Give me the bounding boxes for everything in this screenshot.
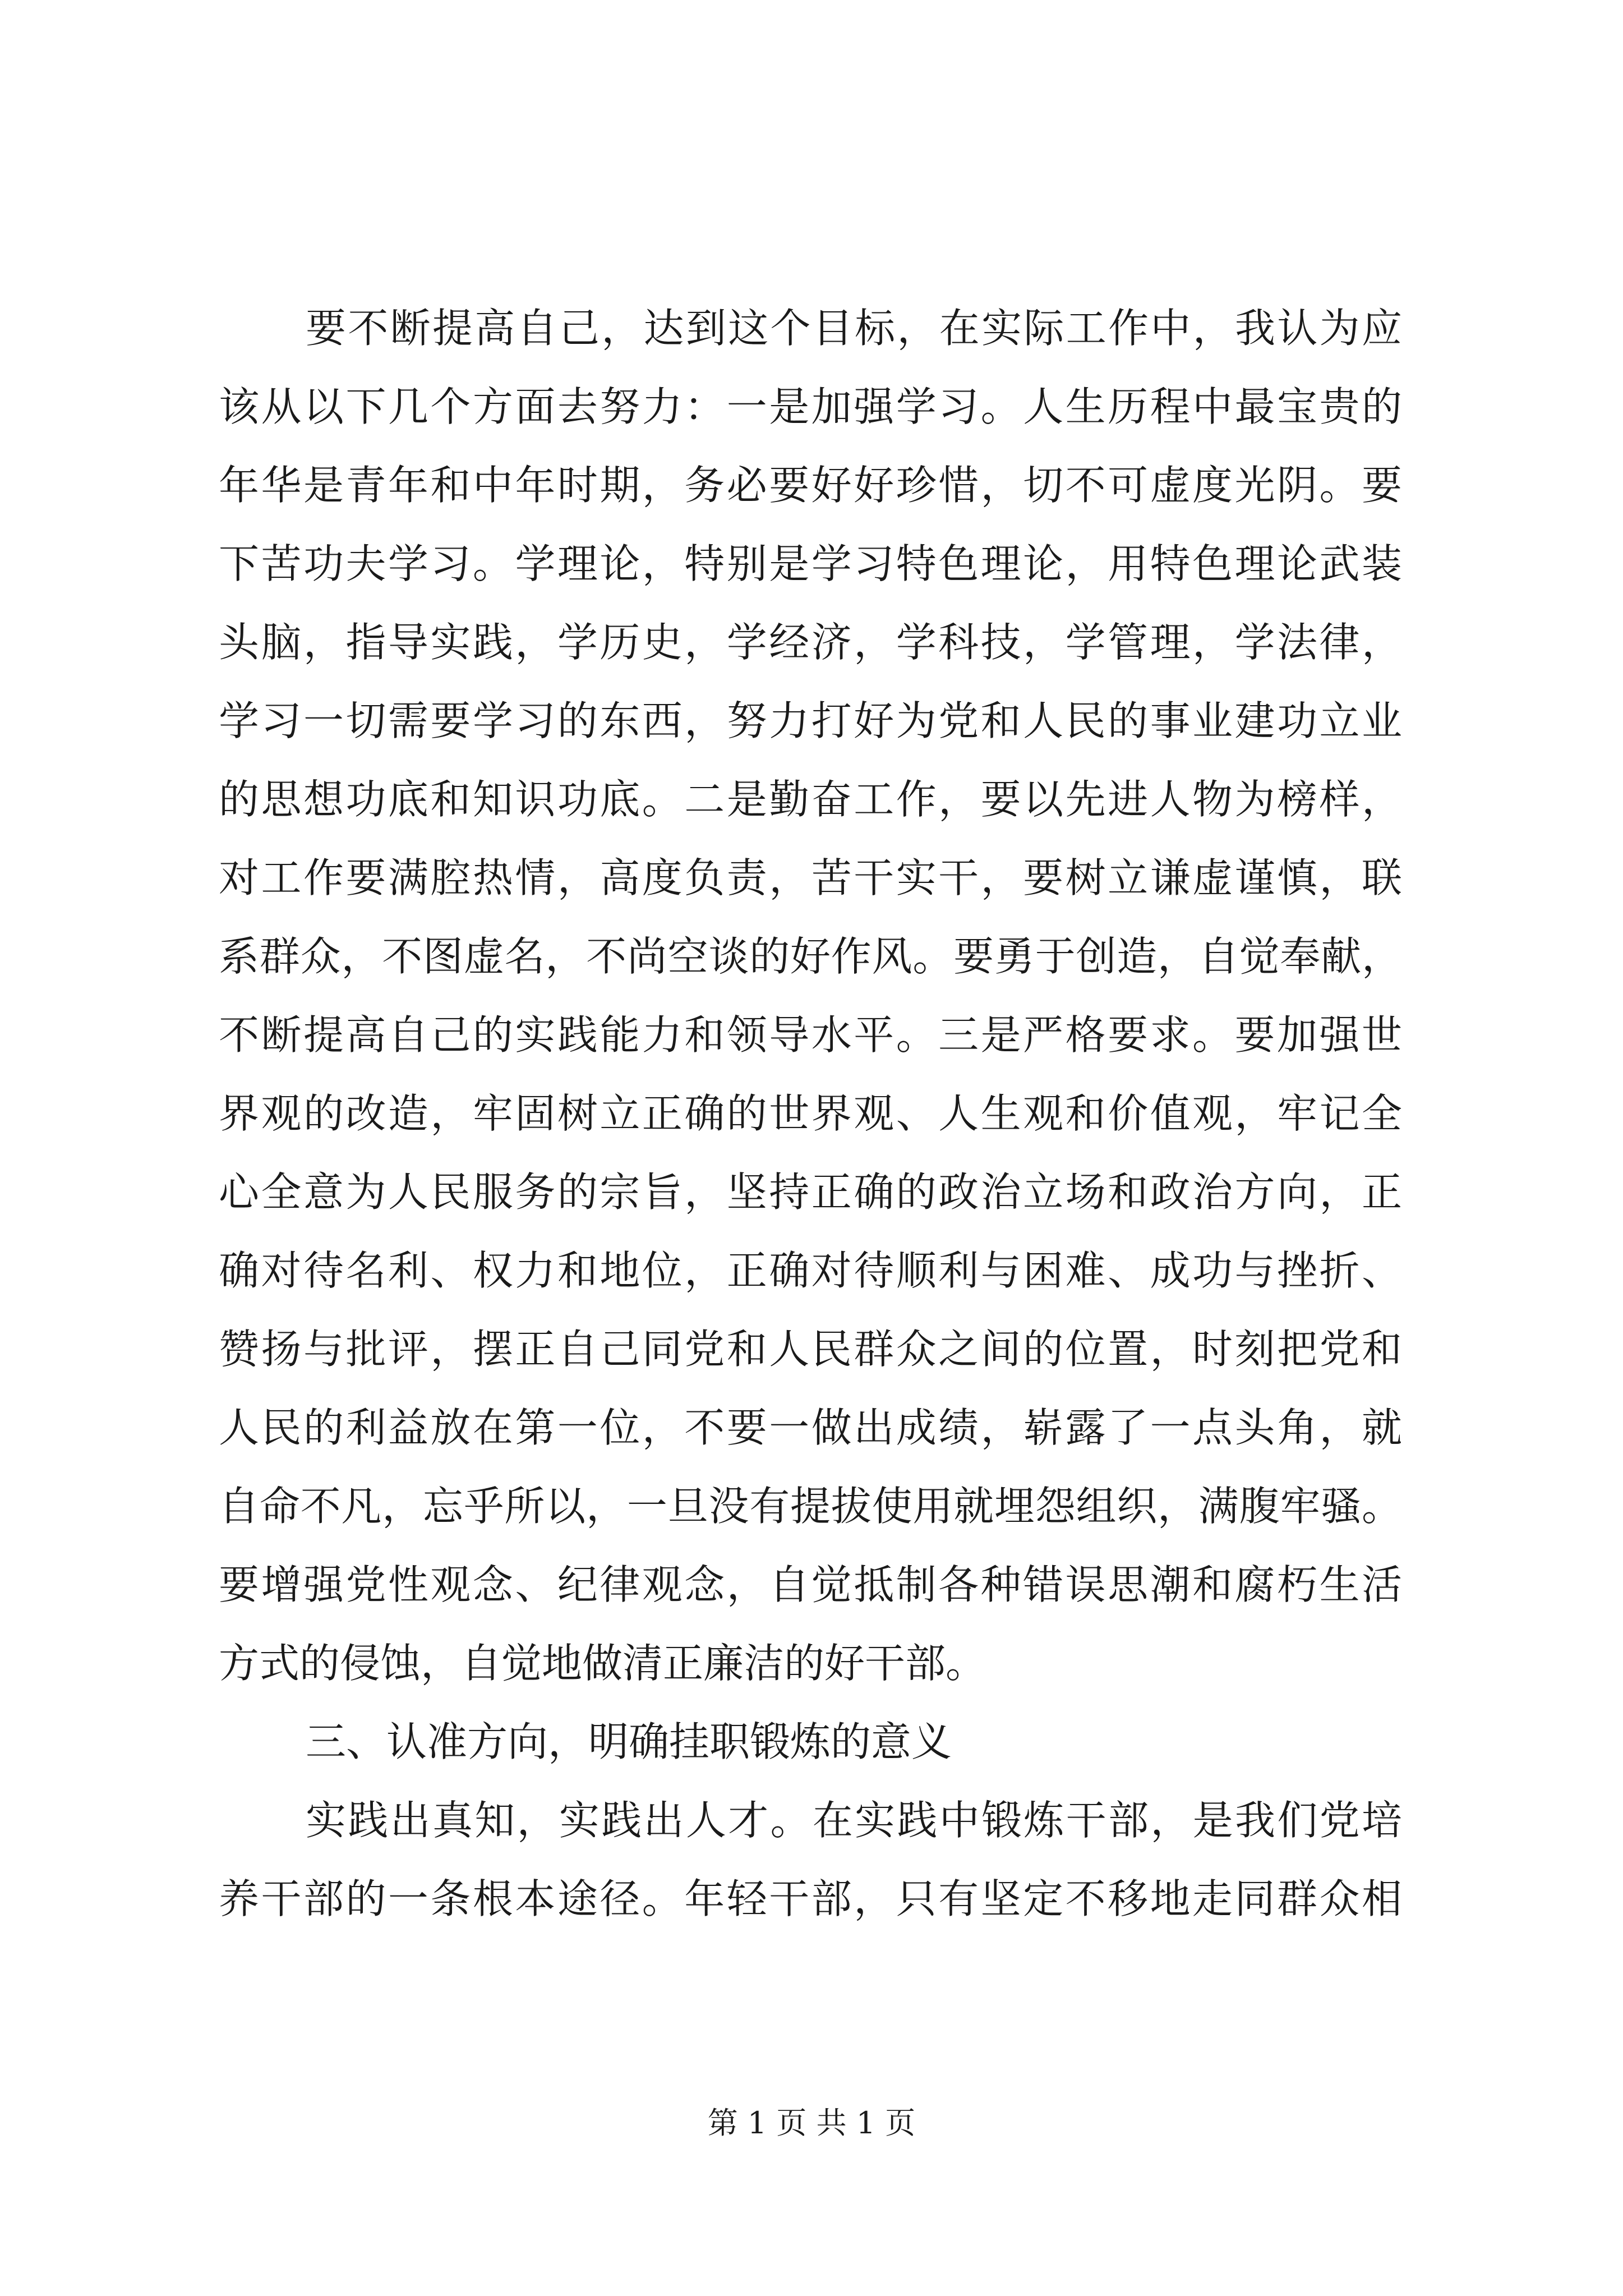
paragraph-line: 不断提高自己的实践能力和领导水平。三是严格要求。要加强世 (219, 1011, 1402, 1059)
paragraph-line: 方式的侵蚀，自觉地做清正廉洁的好干部。 (219, 1640, 986, 1687)
paragraph-line: 学习一切需要学习的东西，努力打好为党和人民的事业建功立业 (219, 697, 1402, 744)
paragraph-line: 赞扬与批评，摆正自己同党和人民群众之间的位置，时刻把党和 (219, 1326, 1402, 1373)
paragraph-line: 对工作要满腔热情，高度负责，苦干实干，要树立谦虚谨慎，联 (219, 854, 1402, 901)
paragraph-line: 该从以下几个方面去努力：一是加强学习。人生历程中最宝贵的 (219, 383, 1402, 430)
paragraph-line: 头脑，指导实践，学历史，学经济，学科技，学管理，学法律， (219, 619, 1402, 666)
paragraph-line: 的思想功底和知识功底。二是勤奋工作，要以先进人物为榜样， (219, 776, 1402, 823)
section-heading: 三、认准方向，明确挂职锻炼的意义 (306, 1718, 952, 1765)
paragraph-line: 年华是青年和中年时期，务必要好好珍惜，切不可虚度光阴。要 (219, 462, 1402, 509)
paragraph-line: 确对待名利、权力和地位，正确对待顺利与困难、成功与挫折、 (219, 1247, 1402, 1294)
paragraph-line: 系群众，不图虚名，不尚空谈的好作风。要勇于创造，自觉奉献， (219, 933, 1402, 980)
paragraph-line: 实践出真知，实践出人才。在实践中锻炼干部，是我们党培 (306, 1797, 1402, 1844)
paragraph-line: 心全意为人民服务的宗旨，坚持正确的政治立场和政治方向，正 (219, 1168, 1402, 1216)
paragraph-line: 人民的利益放在第一位，不要一做出成绩，崭露了一点头角，就 (219, 1404, 1402, 1451)
paragraph-line: 养干部的一条根本途径。年轻干部，只有坚定不移地走同群众相 (219, 1875, 1402, 1922)
paragraph-line: 下苦功夫学习。学理论，特别是学习特色理论，用特色理论武装 (219, 540, 1402, 587)
paragraph-line: 要增强党性观念、纪律观念，自觉抵制各种错误思潮和腐朽生活 (219, 1561, 1402, 1608)
page-footer: 第 1 页 共 1 页 (707, 2105, 916, 2141)
paragraph-line: 自命不凡，忘乎所以，一旦没有提拔使用就埋怨组织，满腹牢骚。 (219, 1483, 1402, 1530)
paragraph-line: 要不断提高自己，达到这个目标，在实际工作中，我认为应 (306, 305, 1402, 352)
paragraph-line: 界观的改造，牢固树立正确的世界观、人生观和价值观，牢记全 (219, 1090, 1402, 1137)
